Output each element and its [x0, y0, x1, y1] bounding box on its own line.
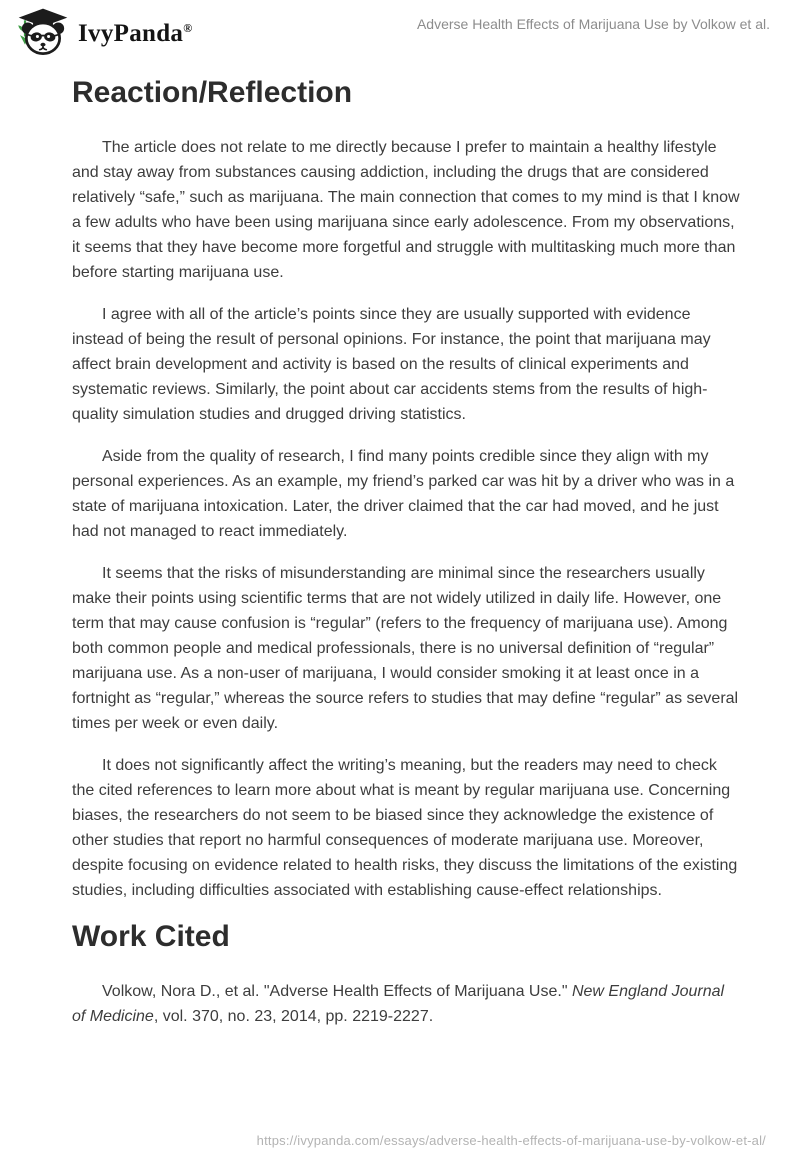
running-head-title: Adverse Health Effects of Marijuana Use by Volkow et al.	[416, 16, 770, 32]
essay-paragraph-5: It does not significantly affect the writing’s meaning, but the readers may need to check the cited references to learn more about what is meant by regular marijuana use. Concerning biases, the researchers do not seem to be biased since they acknowledge the existence of other studies that report no harmful consequences of moderate marijuana use. Moreover, despite focusing on evidence related to health risks, they discuss the limitations of the existing studies, including difficulties associated with establishing cause-effect relationships.	[72, 757, 738, 899]
citation-details: , vol. 370, no. 23, 2014, pp. 2219-2227.	[153, 1008, 434, 1025]
citation	[72, 979, 740, 1029]
brand-wordmark: IvyPanda	[78, 20, 184, 47]
ivypanda-panda-graduate-logo-icon	[16, 8, 70, 56]
section-heading-work-cited: Work Cited	[72, 920, 230, 953]
registered-trademark: ®	[183, 21, 193, 35]
essay-paragraph-2: I agree with all of the article’s points since they are usually supported with evidence instead of being the result of personal opinions. For instance, the point that marijuana may affect brain development and activity is based on the results of clinical experiments and systematic reviews. Similarly, the point about car accidents stems from the results of high-quality simulation studies and drugged driving statistics.	[72, 306, 711, 423]
brand-name	[78, 20, 192, 48]
citation-text: Volkow, Nora D., et al. "Adverse Health Effects of Marijuana Use."	[102, 983, 572, 1000]
page-header	[0, 0, 800, 64]
section-heading-reaction: Reaction/Reflection	[72, 76, 353, 109]
source-url: https://ivypanda.com/essays/adverse-health-effects-of-marijuana-use-by-volkow-et-al/	[256, 1133, 766, 1148]
essay-paragraph-3: Aside from the quality of research, I find many points credible since they align with my personal experiences. As an example, my friend’s parked car was hit by a driver who was in a state of marijuana intoxication. Later, the driver claimed that the car had moved, and he just had not managed to react immediately.	[72, 448, 735, 540]
essay-content	[72, 76, 740, 1029]
citation-journal-title: New England Journal of Medicine	[72, 983, 725, 1025]
essay-paragraph-4: It seems that the risks of misunderstanding are minimal since the researchers usually make their points using scientific terms that are not widely utilized in daily life. However, one term that may cause confusion is “regular” (refers to the frequency of marijuana use). Among both common people and medical professionals, there is no universal definition of “regular” marijuana use. As a non-user of marijuana, I would consider smoking it at least once in a fortnight as “regular,” whereas the source refers to studies that may define “regular” as several times per week or even daily.	[72, 565, 739, 732]
essay-paragraph-1: The article does not relate to me directly because I prefer to maintain a healthy lifestyle and stay away from substances causing addiction, including the drugs that are considered relatively “safe,” such as marijuana. The main connection that comes to my mind is that I know a few adults who have been using marijuana since early adolescence. From my observations, it seems that they have become more forgetful and struggle with multitasking much more than before starting marijuana use.	[72, 139, 740, 281]
